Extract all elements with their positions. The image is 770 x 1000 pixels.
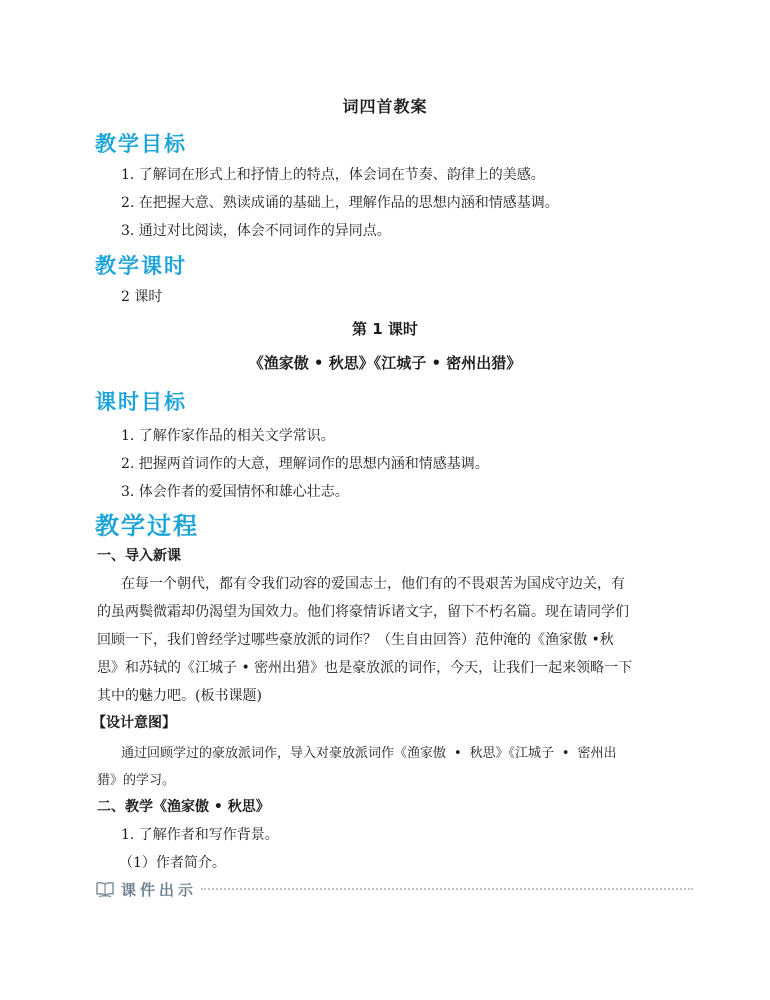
design-intent-line: 通过回顾学过的豪放派词作，导入对豪放派词作《渔家傲 • 秋思》《江城子 • 密州出 [121,746,617,761]
intro-paragraph-line: 的虽两鬓微霜却仍渴望为国效力。他们将豪情诉诸文字，留下不朽名篇。现在请同学们 [97,604,629,620]
lesson-goal-item: 3. 体会作者的爱国情怀和雄心壮志。 [121,484,349,500]
document-title: 词四首教案 [342,97,428,116]
dotted-divider [201,888,693,890]
objective-item: 3. 通过对比阅读，体会不同词作的异同点。 [121,223,391,239]
design-intent-heading: 【设计意图】 [92,715,176,731]
hours-value: 2 课时 [121,289,163,305]
section-heading-lesson-goals: 课时目标 [95,390,187,414]
design-intent-line: 猎》的学习。 [97,773,176,788]
intro-paragraph-line: 思》和苏轼的《江城子 • 密州出猎》也是豪放派的词作，今天，让我们一起来领略一下 [97,660,633,676]
intro-paragraph-line: 回顾一下，我们曾经学过哪些豪放派的词作？（生自由回答）范仲淹的《渔家傲 •秋 [97,632,614,648]
book-open-icon [95,880,115,898]
courseware-display-bar [95,878,693,900]
lesson-goal-item: 1. 了解作家作品的相关文学常识。 [121,428,335,444]
section-heading-process: 教学过程 [95,512,199,540]
lesson-title: 第 1 课时 [352,320,418,338]
part2-substep: （1）作者简介。 [119,855,226,871]
section-heading-objectives: 教学目标 [95,132,187,156]
objective-item: 1. 了解词在形式上和抒情上的特点，体会词在节奏、韵律上的美感。 [121,167,545,183]
courseware-display-label: 课件出示 [121,880,198,899]
part1-heading: 一、导入新课 [97,548,181,564]
section-heading-hours: 教学课时 [95,254,187,278]
lesson-goal-item: 2. 把握两首词作的大意，理解词作的思想内涵和情感基调。 [121,456,489,472]
part2-heading: 二、教学《渔家傲 • 秋思》 [97,799,270,815]
intro-paragraph-line: 其中的魅力吧。(板书课题) [97,688,262,704]
lesson-subtitle: 《渔家傲 • 秋思》《江城子 • 密州出猎》 [248,354,522,372]
objective-item: 2. 在把握大意、熟读成诵的基础上，理解作品的思想内涵和情感基调。 [121,195,559,211]
part2-step: 1. 了解作者和写作背景。 [121,827,279,843]
intro-paragraph-line: 在每一个朝代，都有令我们动容的爱国志士，他们有的不畏艰苦为国戍守边关，有 [121,576,625,592]
